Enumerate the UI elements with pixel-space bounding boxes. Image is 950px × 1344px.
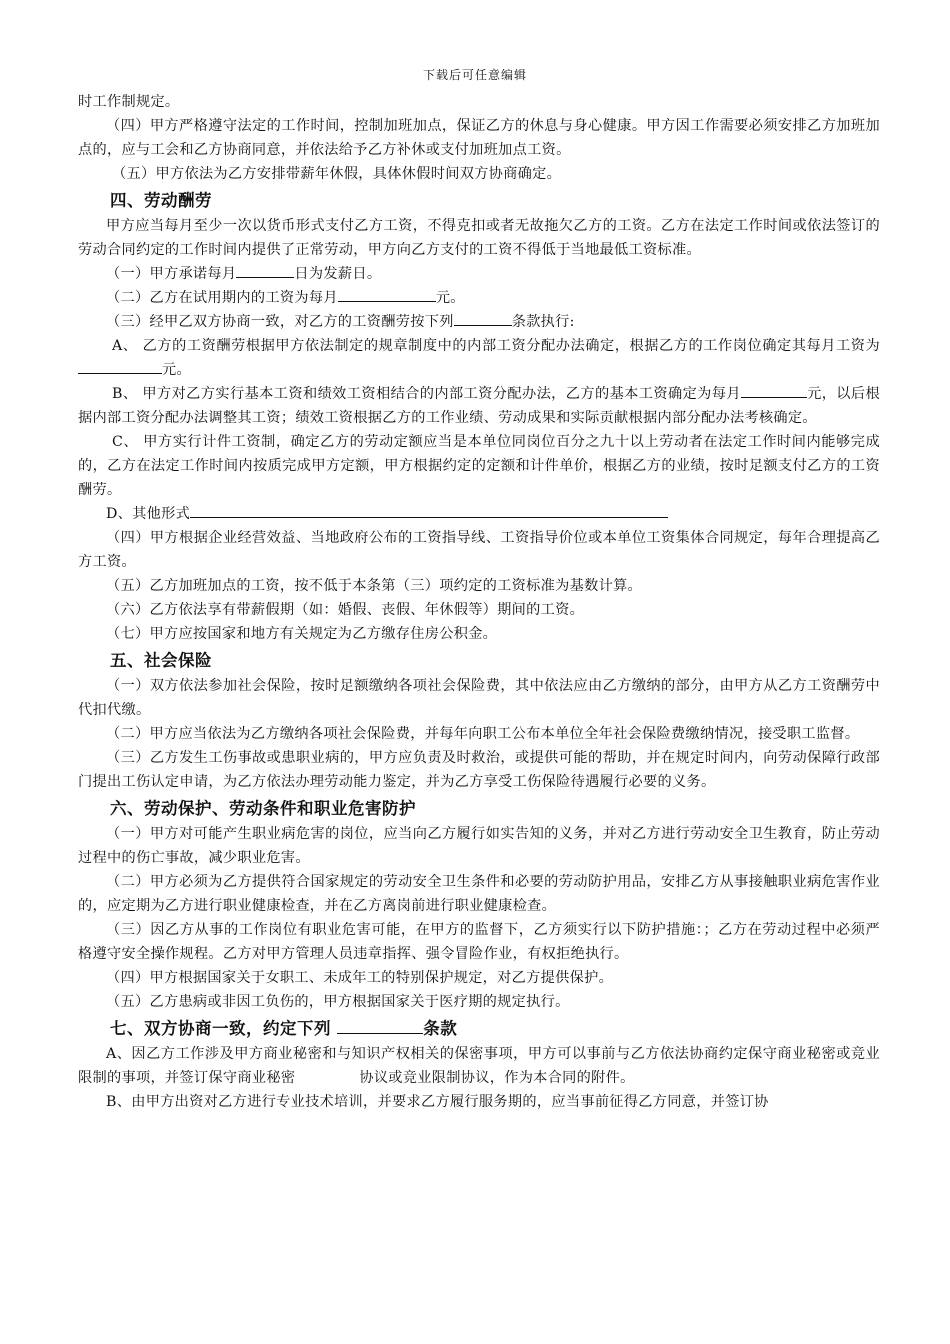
clause-text: 元。 <box>435 290 465 306</box>
paragraph: 时工作制规定。 <box>78 94 180 110</box>
clause-4-3-a <box>78 334 880 382</box>
clause-6-5: （五）乙方患病或非因工负伤的，甲方根据国家关于医疗期的规定执行。 <box>106 994 570 1010</box>
clause-text: （一）甲方承诺每月 <box>106 266 237 282</box>
section-heading-7 <box>78 1016 880 1042</box>
section-heading-6: 六、劳动保护、劳动条件和职业危害防护 <box>110 799 416 818</box>
clause-4-3-b <box>78 382 880 430</box>
clause-5-2: （二）甲方应当依法为乙方缴纳各项社会保险费，并每年向职工公布本单位全年社会保险费缴纳情况，接受职工监督。 <box>106 726 860 742</box>
clause-text: 协议或竞业限制协议，作为本合同的附件。 <box>359 1070 635 1086</box>
other-form-blank[interactable] <box>190 502 668 518</box>
clause-6-4: （四）甲方根据国家关于女职工、未成年工的特别保护规定，对乙方提供保护。 <box>106 970 614 986</box>
clause-4-3 <box>78 310 880 334</box>
clause-4-2 <box>78 286 880 310</box>
heading-text: 条款 <box>423 1019 458 1038</box>
clause-text: （三）经甲乙双方协商一致，对乙方的工资酬劳按下列 <box>106 314 454 330</box>
section-heading-5: 五、社会保险 <box>110 651 212 670</box>
clause-7-b: B、由甲方出资对乙方进行专业技术培训，并要求乙方履行服务期的，应当事前征得乙方同意，并签订协 <box>106 1094 769 1110</box>
clause-text: A、因乙方工作涉及甲方商业秘密和与知识产权相关的保密事项，甲方可以事前与乙方依法协商约定保守商业秘密或竞业限制的事项，并签订保守商业秘密 <box>78 1046 880 1086</box>
page-header: 下载后可任意编辑 <box>422 68 527 82</box>
clause-5-1: （一）双方依法参加社会保险，按时足额缴纳各项社会保险费，其中依法应由乙方缴纳的部分，由甲方从乙方工资酬劳中代扣代缴。 <box>78 678 880 718</box>
monthly-wage-blank[interactable] <box>78 358 162 374</box>
clause-text: 日为发薪日。 <box>294 266 382 282</box>
clause-6-2: （二）甲方必须为乙方提供符合国家规定的劳动安全卫生条件和必要的劳动防护用品，安排乙方从事接触职业病危害作业的，应定期为乙方进行职业健康检查，并在乙方离岗前进行职业健康检查。 <box>78 874 880 914</box>
agreed-clause-blank[interactable] <box>337 1018 423 1034</box>
payday-blank[interactable] <box>236 262 294 278</box>
clause-6-1: （一）甲方对可能产生职业病危害的岗位，应当向乙方履行如实告知的义务，并对乙方进行劳动安全卫生教育，防止劳动过程中的伤亡事故，减少职业危害。 <box>78 826 880 866</box>
section-4-intro: 甲方应当每月至少一次以货币形式支付乙方工资，不得克扣或者无故拖欠乙方的工资。乙方在法定工作时间或依法签订的劳动合同约定的工作时间内提供了正常劳动，甲方向乙方支付的工资不得低于当地最低工资标准。 <box>78 218 880 258</box>
clause-choice-blank[interactable] <box>454 310 512 326</box>
clause-3-4: （四）甲方严格遵守法定的工作时间，控制加班加点，保证乙方的休息与身心健康。甲方因工作需要必须安排乙方加班加点的，应与工会和乙方协商同意，并依法给予乙方补休或支付加班加点工资。 <box>78 118 880 158</box>
heading-text: 七、双方协商一致，约定下列 <box>110 1019 331 1038</box>
clause-text: B、 甲方对乙方实行基本工资和绩效工资相结合的内部工资分配办法，乙方的基本工资确定为每月 <box>112 386 741 402</box>
clause-text: 元，以后根据内部工资分配办法调整其工资；绩效工资根据乙方的工作业绩、劳动成果和实际贡献根据内部分配办法考核确定。 <box>78 386 880 426</box>
clause-text: D、其他形式 <box>106 506 191 522</box>
clause-text: （二）乙方在试用期内的工资为每月 <box>106 290 338 306</box>
clause-3-5: （五）甲方依法为乙方安排带薪年休假，具体休假时间双方协商确定。 <box>112 166 562 182</box>
clause-4-3-d <box>78 502 880 526</box>
probation-wage-blank[interactable] <box>338 286 436 302</box>
clause-text: 元。 <box>162 362 191 378</box>
clause-4-1 <box>78 262 880 286</box>
clause-text: 条款执行: <box>511 314 575 330</box>
clause-text: A、 乙方的工资酬劳根据甲方依法制定的规章制度中的内部工资分配办法确定，根据乙方的工作岗位确定其每月工资为 <box>112 338 880 354</box>
clause-4-7: （七）甲方应按国家和地方有关规定为乙方缴存住房公积金。 <box>106 626 498 642</box>
clause-4-5: （五）乙方加班加点的工资，按不低于本条第（三）项约定的工资标准为基数计算。 <box>106 578 643 594</box>
clause-4-3-c: C、 甲方实行计件工资制，确定乙方的劳动定额应当是本单位同岗位百分之九十以上劳动者在法定工作时间内能够完成的，乙方在法定工作时间内按质完成甲方定额，甲方根据约定的定额和计件单价，根据乙方的业绩，按时足额支付乙方的工资酬劳。 <box>78 434 880 498</box>
clause-4-6: （六）乙方依法享有带薪假期（如：婚假、丧假、年休假等）期间的工资。 <box>106 602 585 618</box>
section-heading-4: 四、劳动酬劳 <box>110 191 212 210</box>
clause-6-3: （三）因乙方从事的工作岗位有职业危害可能，在甲方的监督下，乙方须实行以下防护措施：；乙方在劳动过程中必须严格遵守安全操作规程。乙方对甲方管理人员违章指挥、强令冒险作业，有权拒绝执行。 <box>78 922 880 962</box>
base-wage-blank[interactable] <box>741 382 807 398</box>
document-body <box>78 90 880 1114</box>
clause-7-a <box>78 1042 880 1090</box>
clause-5-3: （三）乙方发生工伤事故或患职业病的，甲方应负责及时救治，或提供可能的帮助，并在规定时间内，向劳动保障行政部门提出工伤认定申请，为乙方依法办理劳动能力鉴定，并为乙方享受工伤保险待遇履行必要的义务。 <box>78 750 880 790</box>
clause-4-4: （四）甲方根据企业经营效益、当地政府公布的工资指导线、工资指导价位或本单位工资集体合同规定，每年合理提高乙方工资。 <box>78 530 880 570</box>
